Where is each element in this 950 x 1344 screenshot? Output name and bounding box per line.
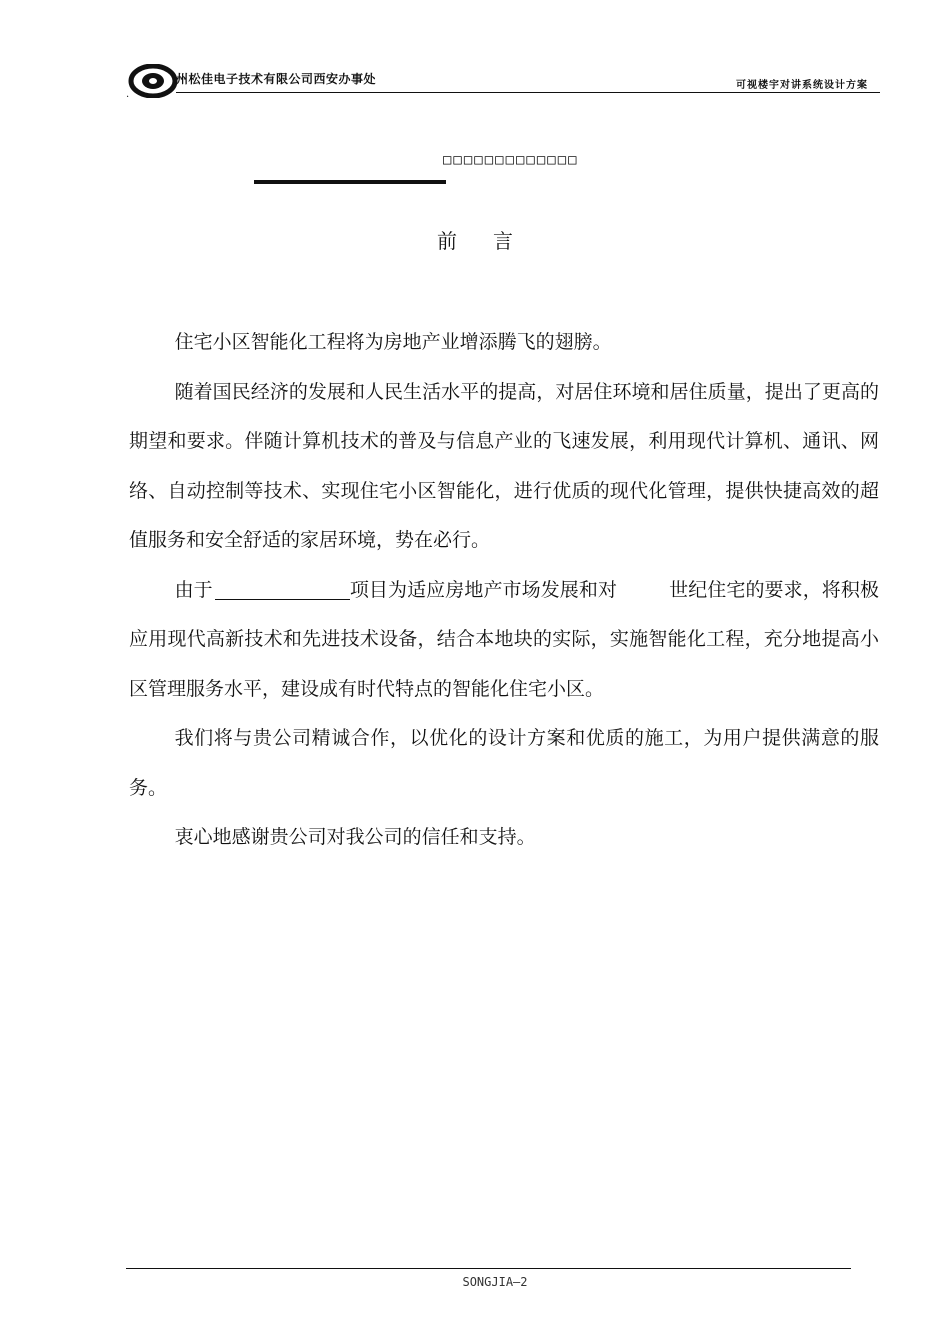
preface-body xyxy=(129,318,879,863)
placeholder-heading: □□□□□□□□□□□□□ xyxy=(443,152,579,168)
paragraph-4: 我们将与贵公司精诚合作，以优化的设计方案和优质的施工，为用户提供满意的服务。 xyxy=(129,727,879,799)
header-dot: . xyxy=(126,89,130,100)
project-name-blank xyxy=(215,579,350,600)
paragraph-3-mid: 项目为适应房地产市场发展和对 xyxy=(349,578,618,601)
page-header xyxy=(128,64,880,98)
heading-underline xyxy=(254,180,446,184)
page-number: SONGJIA—2 xyxy=(462,1275,528,1289)
paragraph-5: 衷心地感谢贵公司对我公司的信任和支持。 xyxy=(174,826,536,848)
footer-divider xyxy=(126,1268,851,1269)
paragraph-1: 住宅小区智能化工程将为房地产业增添腾飞的翅膀。 xyxy=(174,331,612,353)
paragraph-2: 随着国民经济的发展和人民生活水平的提高，对居住环境和居住质量，提出了更高的期望和要求。伴随计算机技术的普及与信息产业的飞速发展，利用现代计算机、通讯、网络、自动控制等技术、实现住宅小区智能化，进行优质的现代化管理，提供快捷高效的超值服务和安全舒适的家居环境，势在必行。 xyxy=(129,380,879,551)
document-title: 可视楼宇对讲系统设计方案 xyxy=(736,80,868,91)
preface-title: 前言 xyxy=(437,229,549,253)
paragraph-3-end: 世纪住宅的要求，将积极应用现代高新技术和先进技术设备，结合本地块的实际，实施智能化工程，充分地提高小区管理服务水平，建设成有时代特点的智能化住宅小区。 xyxy=(129,578,879,700)
header-divider xyxy=(176,92,880,93)
company-name: 州松佳电子技术有限公司西安办事处 xyxy=(176,72,377,86)
paragraph-3 xyxy=(129,566,879,715)
company-logo-icon xyxy=(128,64,178,98)
paragraph-3-start: 由于 xyxy=(174,578,213,601)
